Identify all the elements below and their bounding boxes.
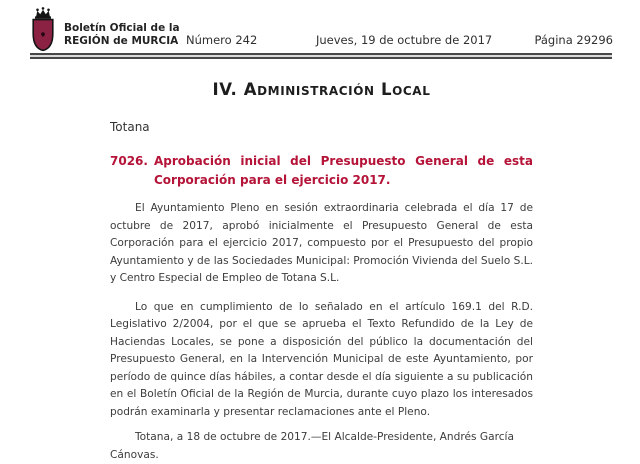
municipality-label: Totana [110, 120, 150, 134]
announcement-number: 7026. [110, 154, 148, 168]
section-title: IV. Administración Local [212, 80, 431, 99]
body-paragraph-1: El Ayuntamiento Pleno en sesión extraordinaria celebrada el día 17 de octubre de 2017, aprobó inicialmente el Presupuesto General de esta Corporación para el ejercicio 2017, compuesto por el Presupuesto del propio Ayuntamiento y de las Sociedades Municipal: Promoción Vivienda del Suelo S.L. y Centro Especial de Empleo de Totana S.L. [110, 202, 533, 285]
borm-shield-logo-icon [28, 6, 58, 52]
document-content [110, 59, 533, 464]
publication-date: Jueves, 19 de octubre de 2017 [316, 33, 493, 47]
announcement-heading [110, 152, 533, 189]
announcement-title: Aprobación inicial del Presupuesto General de esta Corporación para el ejercicio 2017. [154, 154, 533, 187]
page-number: Página 29296 [534, 33, 613, 47]
bulletin-brand-title [64, 22, 180, 48]
brand-line-1: Boletín Oficial de la [64, 21, 180, 34]
issue-number: Número 242 [186, 33, 258, 47]
brand-line-2: REGIÓN de MURCIA [64, 34, 179, 47]
closing-signature-line: Totana, a 18 de octubre de 2017.—El Alcalde-Presidente, Andrés García Cánovas. [110, 431, 514, 461]
body-paragraph-2: Lo que en cumplimiento de lo señalado en el artículo 169.1 del R.D. Legislativo 2/2004, por el que se aprueba el Texto Refundido de la Ley de Haciendas Locales, se pone a disposición del público la documentación del Presupuesto General, en la Intervención Municipal de este Ayuntamiento, por período de quince días hábiles, a contar desde el día siguiente a su publicación en el Boletín Oficial de la Región de Murcia, durante cuyo plazo los interesados podrán examinarla y presentar reclamaciones ante el Pleno. [110, 300, 533, 418]
bulletin-header [0, 0, 640, 53]
